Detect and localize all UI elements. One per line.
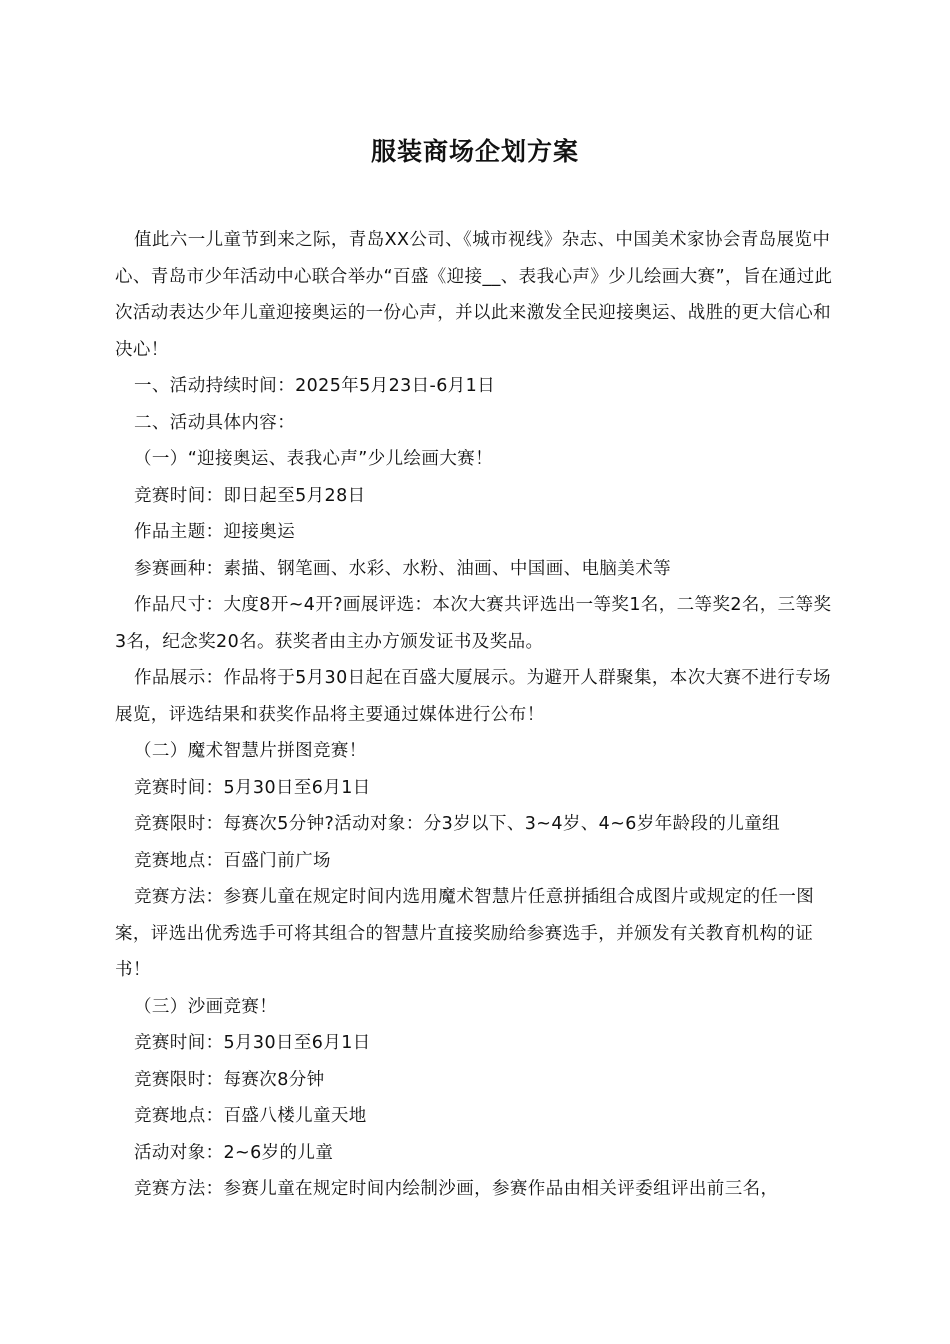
paragraph-duration: 一、活动持续时间：2025年5月23日-6月1日 <box>134 376 496 396</box>
paragraph-s3-time: 竞赛时间：5月30日至6月1日 <box>134 1033 371 1053</box>
paragraph-s1-genres: 参赛画种：素描、钢笔画、水彩、水粉、油画、中国画、电脑美术等 <box>134 558 671 579</box>
paragraph-s2-time: 竞赛时间：5月30日至6月1日 <box>134 777 371 798</box>
document-body <box>115 222 837 1208</box>
paragraph-s2-location: 竞赛地点：百盛门前广场 <box>134 850 331 871</box>
paragraph-section-2-heading: （二）魔术智慧片拼图竞赛！ <box>134 741 367 761</box>
paragraph-section-1-heading: （一）“迎接奥运、表我心声”少儿绘画大赛！ <box>134 449 494 469</box>
paragraph-s3-method: 竞赛方法：参赛儿童在规定时间内绘制沙画，参赛作品由相关评委组评出前三名， <box>134 1179 779 1199</box>
paragraph-section-3-heading: （三）沙画竞赛！ <box>134 996 278 1017</box>
paragraph-s3-audience: 活动对象：2~6岁的儿童 <box>134 1142 334 1163</box>
document-title: 服装商场企划方案 <box>370 137 579 166</box>
paragraph-intro: 值此六一儿童节到来之际，青岛XX公司、《城市视线》杂志、中国美术家协会青岛展览中心、青岛市少年活动中心联合举办“百盛《迎接__、表我心声》少儿绘画大赛”，旨在通过此次活动表达少年儿童迎接奥运的一份心声，并以此来激发全民迎接奥运、战胜的更大信心和决心！ <box>115 230 833 360</box>
paragraph-content-heading: 二、活动具体内容： <box>134 412 296 433</box>
paragraph-s1-size: 作品尺寸：大度8开~4开?画展评选：本次大赛共评选出一等奖1名，二等奖2名，三等奖3名，纪念奖20名。获奖者由主办方颁发证书及奖品。 <box>115 595 832 652</box>
paragraph-s3-limit: 竞赛限时：每赛次8分钟 <box>134 1069 325 1090</box>
paragraph-s1-theme: 作品主题：迎接奥运 <box>134 522 296 542</box>
paragraph-s3-location: 竞赛地点：百盛八楼儿童天地 <box>134 1106 367 1126</box>
paragraph-s1-time: 竞赛时间：即日起至5月28日 <box>134 485 366 506</box>
paragraph-s2-method: 竞赛方法：参赛儿童在规定时间内选用魔术智慧片任意拼插组合成图片或规定的任一图案，评选出优秀选手可将其组合的智慧片直接奖励给参赛选手，并颁发有关教育机构的证书！ <box>115 887 815 980</box>
paragraph-s2-limit: 竞赛限时：每赛次5分钟?活动对象：分3岁以下、3~4岁、4~6岁年龄段的儿童组 <box>134 814 781 834</box>
paragraph-s1-exhibition: 作品展示：作品将于5月30日起在百盛大厦展示。为避开人群聚集，本次大赛不进行专场展览，评选结果和获奖作品将主要通过媒体进行公布！ <box>115 668 831 725</box>
